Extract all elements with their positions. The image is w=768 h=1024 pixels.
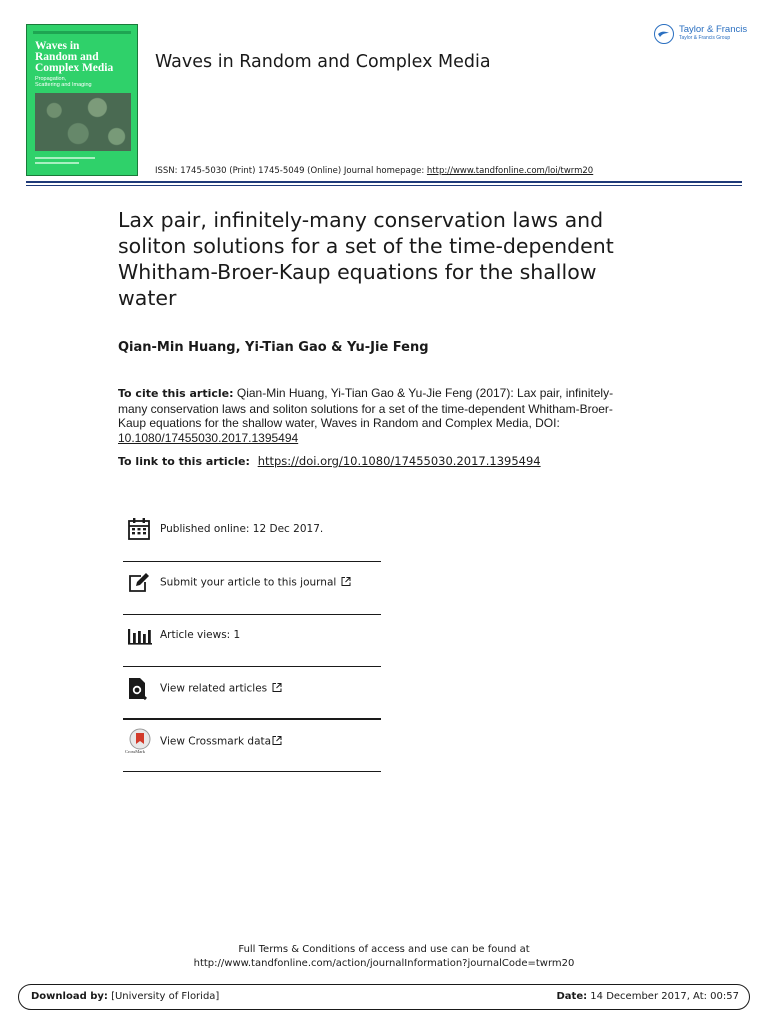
- citation-block: [118, 386, 623, 445]
- external-link-icon: [272, 683, 282, 696]
- download-date-label: Date:: [556, 991, 588, 1002]
- published-online-row: [123, 503, 381, 555]
- article-link-label: To link to this article:: [118, 455, 254, 468]
- submit-article-label: Submit your article to this journal: [160, 576, 337, 589]
- header-divider-thin: [26, 185, 742, 186]
- document-search-icon: [127, 677, 151, 701]
- citation-doi-link[interactable]: 10.1080/17455030.2017.1395494: [118, 430, 299, 445]
- article-title: Lax pair, infinitely-many conservation laws and soliton solutions for a set of the time-dependent Whitham-Broer-Kaup equations for the shallow water: [118, 208, 614, 310]
- publisher-logo-icon: [654, 24, 674, 44]
- external-link-icon: [341, 577, 351, 590]
- cover-title: Waves in Random and Complex Media: [35, 40, 114, 74]
- crossmark-label: View Crossmark data: [160, 735, 272, 748]
- publisher-name: Taylor & Francis: [679, 24, 748, 35]
- article-authors: Qian-Min Huang, Yi-Tian Gao & Yu-Jie Feng: [118, 340, 429, 355]
- cover-footer-line: [35, 162, 79, 164]
- submit-article-link[interactable]: [160, 577, 351, 590]
- download-by-value: [University of Florida]: [107, 991, 220, 1002]
- journal-title: Waves in Random and Complex Media: [155, 52, 491, 72]
- journal-cover-image: [26, 24, 138, 176]
- download-info-bar: [18, 984, 750, 1010]
- header-divider: [26, 181, 742, 183]
- terms-notice: [0, 943, 768, 971]
- download-by-label: Download by:: [31, 991, 108, 1002]
- download-date: [557, 991, 740, 1002]
- related-articles-link[interactable]: [160, 683, 282, 696]
- calendar-icon: [127, 517, 151, 541]
- submit-article-row[interactable]: [123, 557, 381, 609]
- related-articles-row[interactable]: [123, 663, 381, 715]
- crossmark-caption: CrossMark: [125, 749, 145, 754]
- cover-subtitle: Propagation, Scattering and Imaging: [35, 76, 92, 88]
- related-articles-label: View related articles: [160, 682, 268, 695]
- crossmark-link[interactable]: [160, 736, 282, 749]
- crossmark-row[interactable]: [123, 716, 381, 768]
- cover-artwork: [35, 93, 131, 151]
- article-views-row: [123, 609, 381, 661]
- article-link-line: [118, 454, 541, 468]
- download-by: [31, 991, 219, 1002]
- citation-label: To cite this article:: [118, 387, 234, 400]
- publisher-group: Taylor & Francis Group: [679, 35, 731, 41]
- crossmark-icon: [127, 728, 153, 756]
- download-date-value: 14 December 2017, At: 00:57: [587, 991, 739, 1002]
- citation-text: Qian-Min Huang, Yi-Tian Gao & Yu-Jie Feng (2017): Lax pair, infinitely-many conservation laws and soliton solutions for a set of the time-dependent Whitham-Broer-Kaup equations for the shallow water, Waves in Random and Complex Media, DOI:: [118, 386, 614, 430]
- article-doi-link[interactable]: https://doi.org/10.1080/17455030.2017.1395494: [257, 454, 541, 468]
- journal-homepage-link[interactable]: http://www.tandfonline.com/loi/twrm20: [426, 166, 594, 176]
- cover-top-strip: [33, 31, 131, 34]
- external-link-icon: [272, 736, 282, 749]
- info-separator: [123, 771, 381, 772]
- bar-chart-icon: [127, 623, 151, 647]
- issn-line: [155, 166, 593, 176]
- published-date: Published online: 12 Dec 2017.: [160, 523, 324, 535]
- terms-line: Full Terms & Conditions of access and use can be found at: [238, 944, 530, 955]
- cover-footer-line: [35, 157, 95, 159]
- issn-text: ISSN: 1745-5030 (Print) 1745-5049 (Online) Journal homepage:: [155, 166, 427, 176]
- terms-url-link[interactable]: http://www.tandfonline.com/action/journalInformation?journalCode=twrm20: [193, 958, 575, 969]
- article-views-count: Article views: 1: [160, 629, 241, 641]
- edit-icon: [127, 571, 151, 595]
